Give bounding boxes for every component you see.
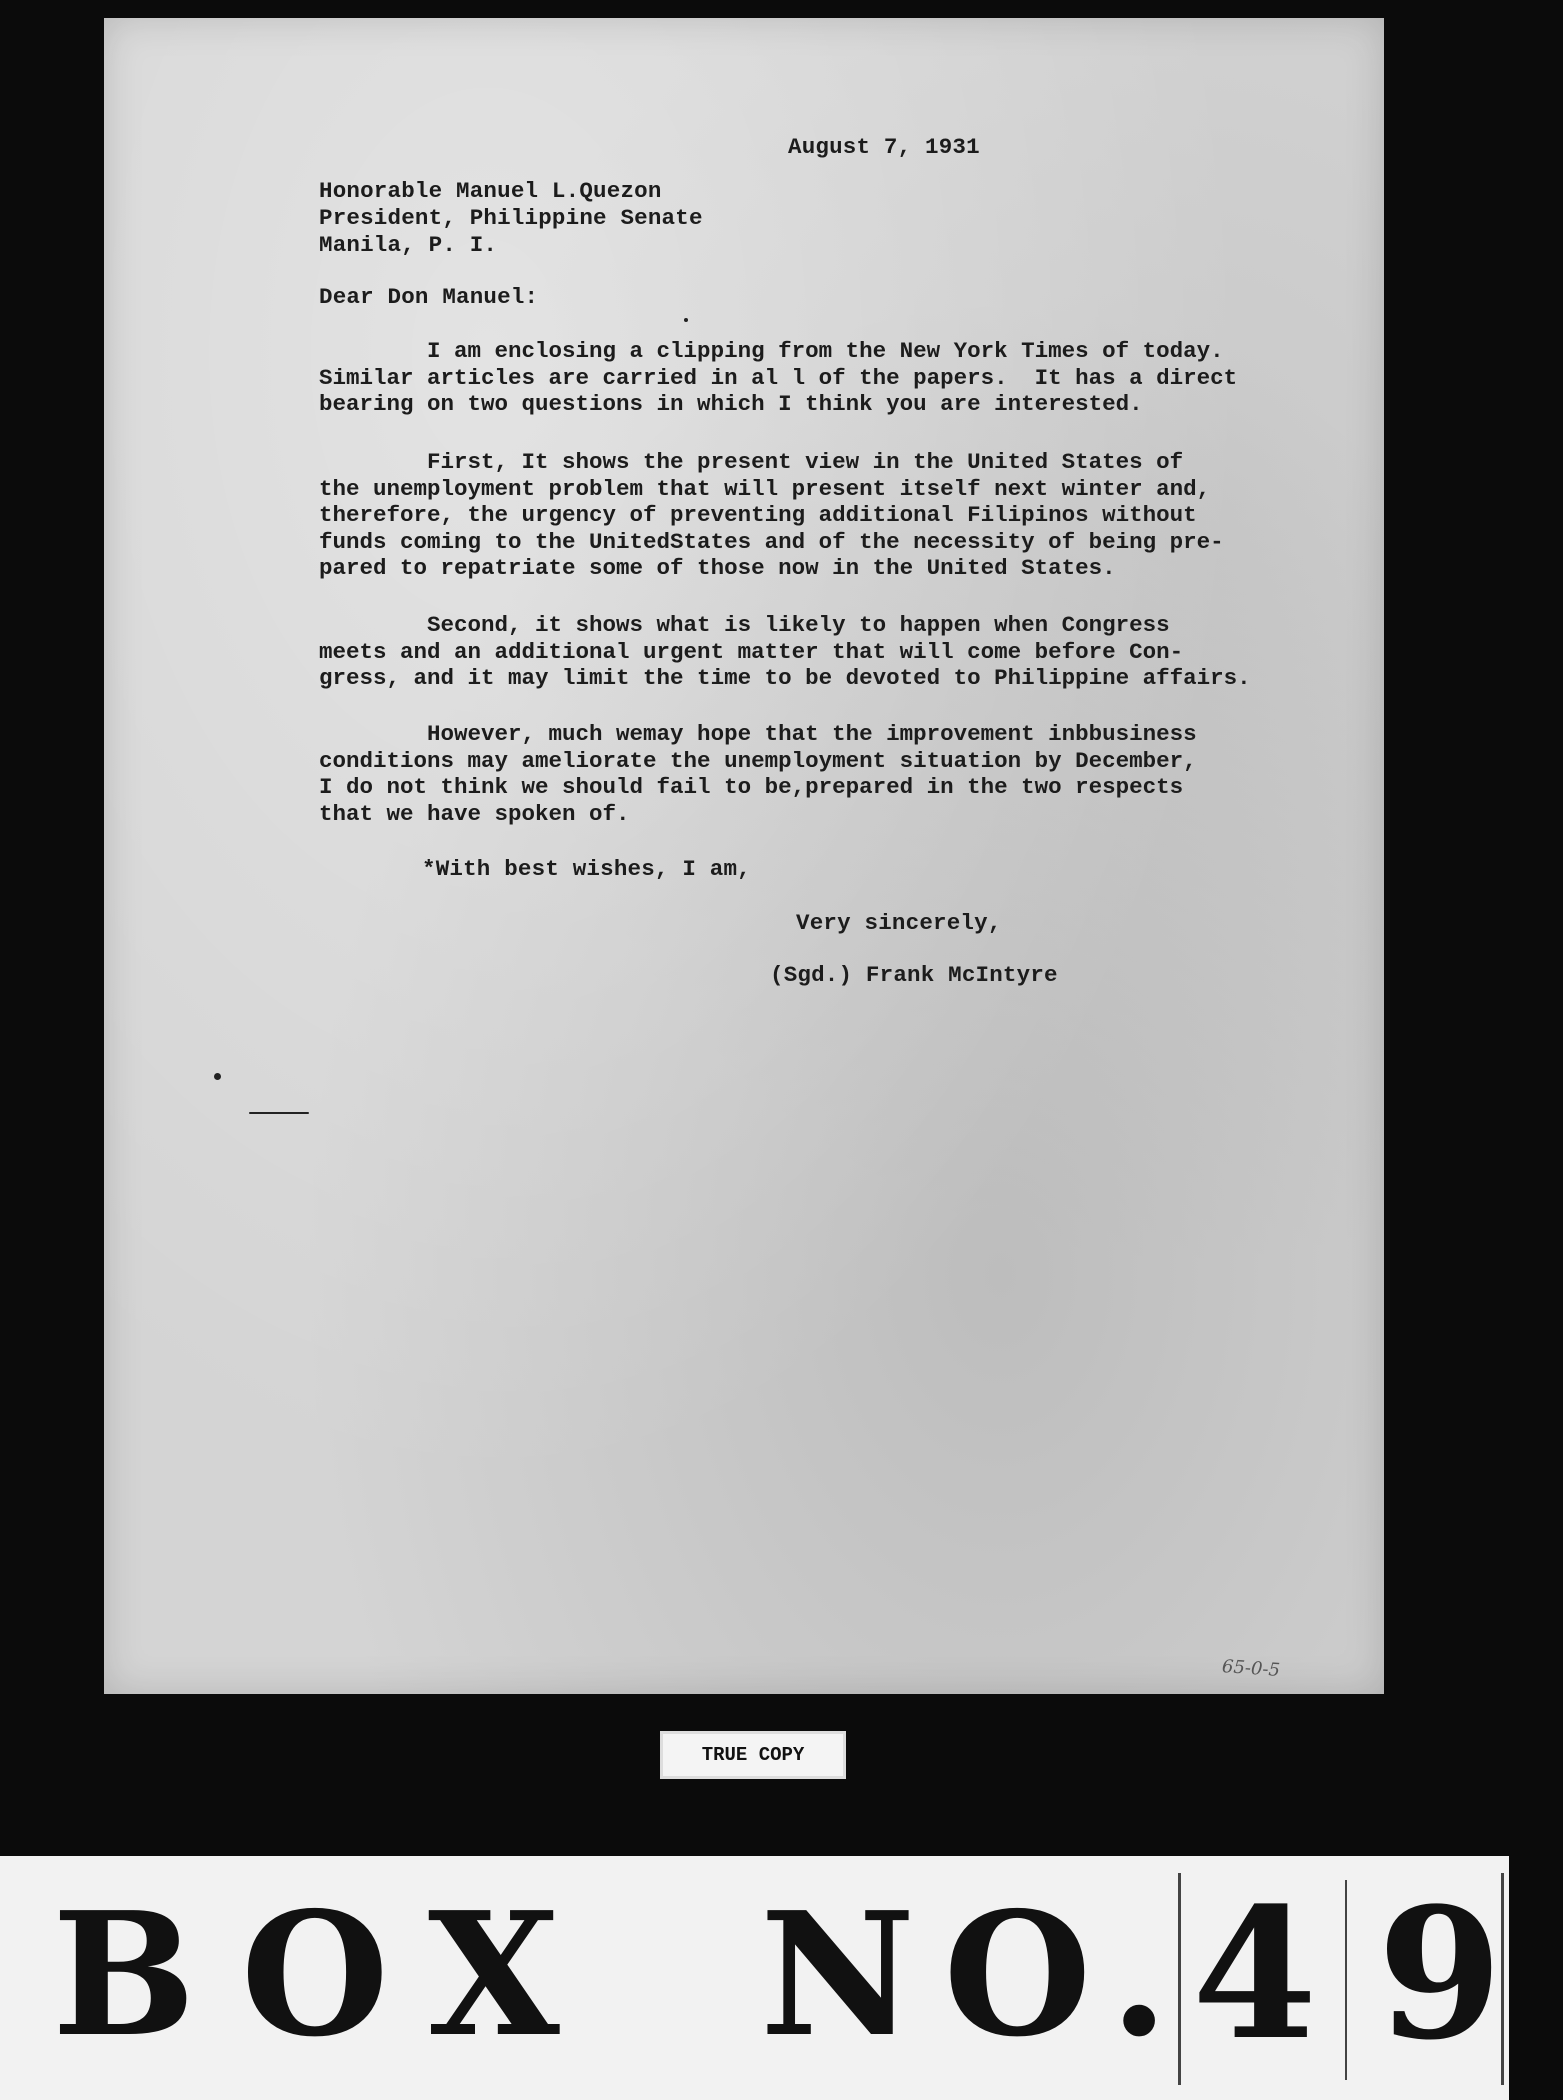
paragraph-line: I am enclosing a clipping from the New York Times of today. (319, 338, 1224, 364)
addressee-line: Honorable Manuel L.Quezon (319, 178, 662, 204)
paragraph-1 (319, 338, 1279, 418)
paragraph-3 (319, 612, 1279, 692)
ink-speck (214, 1073, 221, 1080)
pencil-note: 65-0-5 (1221, 1656, 1281, 1681)
paragraph-line: meets and an additional urgent matter that will come before Con- (319, 638, 1184, 665)
paragraph-line: Similar articles are carried in al l of the papers. It has a direct (319, 364, 1238, 391)
paragraph-line: First, It shows the present view in the United States of (319, 449, 1184, 475)
true-copy-stamp: TRUE COPY (660, 1731, 846, 1779)
paragraph-line: However, much wemay hope that the improvement inbbusiness (319, 721, 1197, 747)
box-word: BOX (52, 1875, 602, 2075)
addressee-line: President, Philippine Senate (319, 205, 703, 231)
ink-mark (249, 1112, 309, 1114)
paragraph-line: funds coming to the UnitedStates and of the necessity of being pre- (319, 528, 1224, 555)
valediction: Very sincerely, (796, 910, 1002, 936)
addressee-line: Manila, P. I. (319, 232, 498, 258)
paragraph-line: pared to repatriate some of those now in the United States. (319, 555, 1116, 581)
paragraph-4 (319, 721, 1279, 827)
box-number: 49 (1192, 1869, 1563, 2080)
paragraph-line: gress, and it may limit the time to be devoted to Philippine affairs. (319, 665, 1251, 691)
paragraph-line: conditions may ameliorate the unemployment situation by December, (319, 747, 1197, 774)
paragraph-line: that we have spoken of. (319, 800, 630, 827)
signature: (Sgd.) Frank McIntyre (770, 962, 1058, 988)
paragraph-line: bearing on two questions in which I think you are interested. (319, 391, 1143, 417)
paragraph-2 (319, 449, 1279, 582)
salutation: Dear Don Manuel: (319, 284, 539, 310)
closing-line: *With best wishes, I am, (422, 856, 751, 882)
box-no-label: NO. (760, 1875, 1197, 2075)
paragraph-line: I do not think we should fail to be,prepared in the two respects (319, 774, 1184, 800)
paragraph-line: therefore, the urgency of preventing additional Filipinos without (319, 502, 1197, 528)
letter-page (104, 18, 1384, 1694)
paragraph-line: the unemployment problem that will present itself next winter and, (319, 475, 1211, 502)
ink-speck (684, 318, 688, 322)
paragraph-line: Second, it shows what is likely to happen when Congress (319, 612, 1170, 638)
letter-date: August 7, 1931 (788, 134, 980, 160)
